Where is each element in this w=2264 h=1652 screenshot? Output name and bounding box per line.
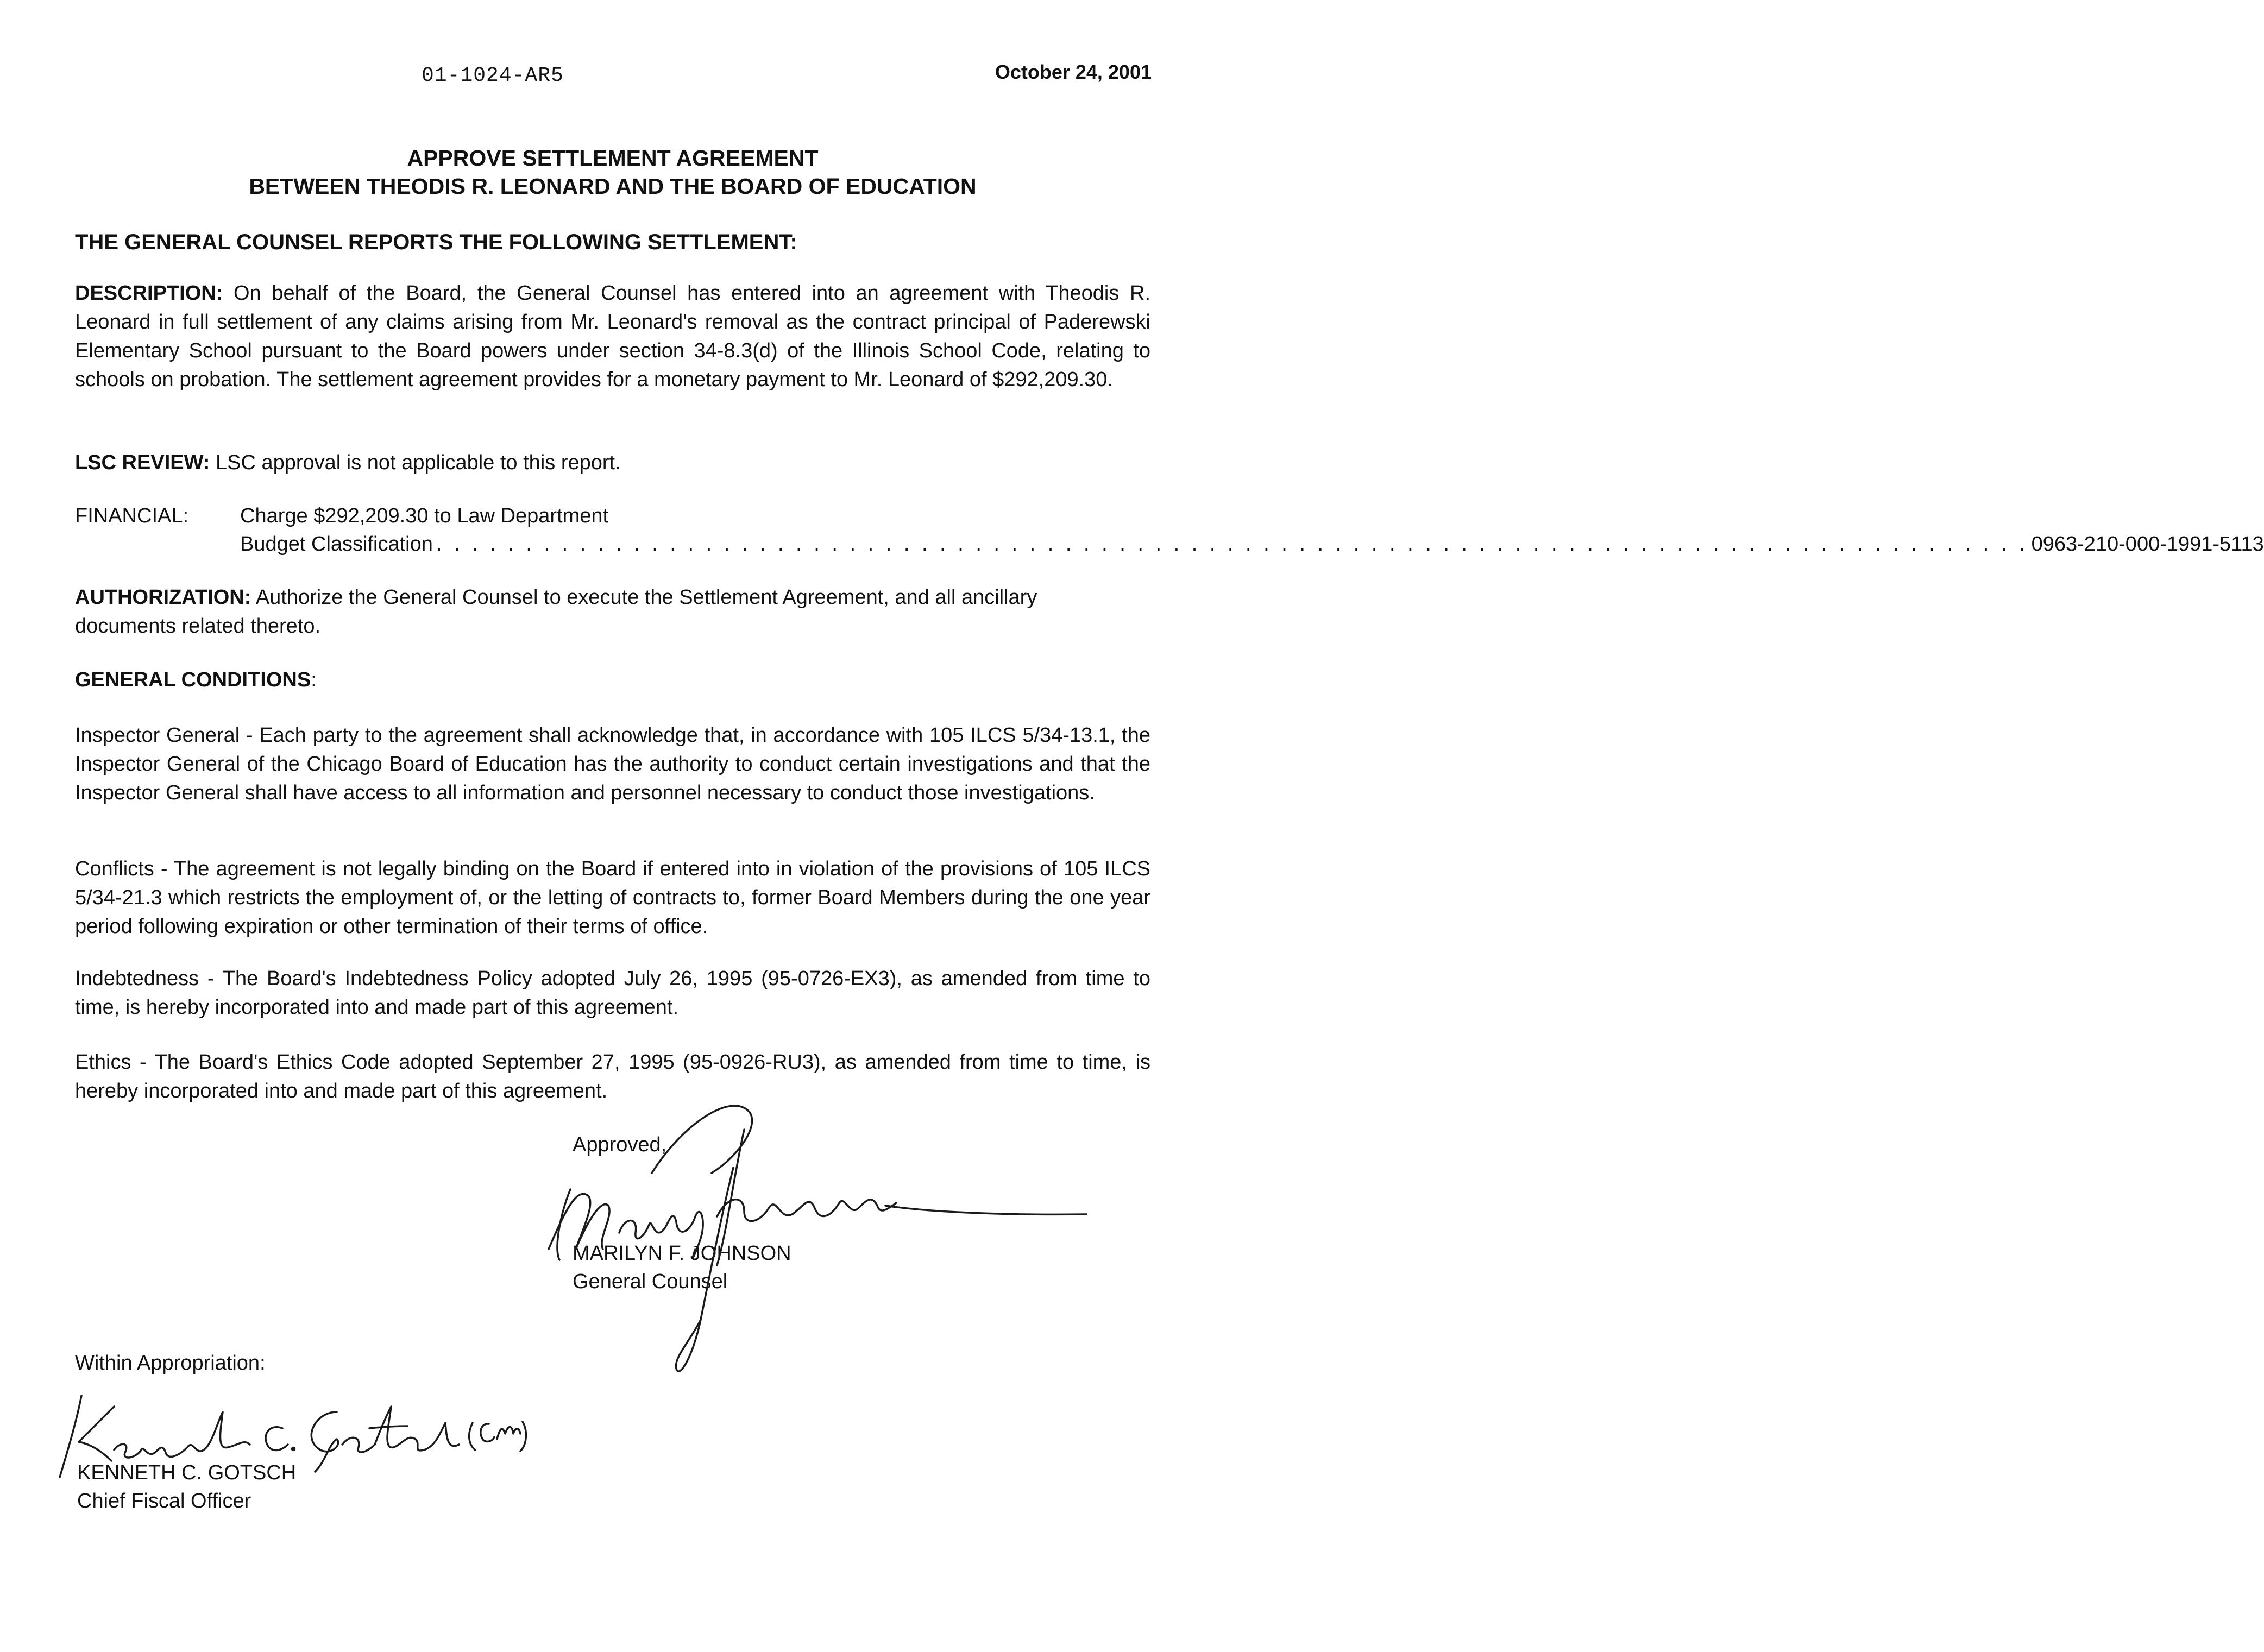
chief-fiscal-officer-name: KENNETH C. GOTSCH — [77, 1461, 297, 1484]
condition-inspector-general: Inspector General - Each party to the agreement shall acknowledge that, in accordance with 105 ILCS 5/34-13.1, the Inspector General of the Chicago Board of Education has the authority to conduct certain investigations and that the Inspector General shall have access to all information and personnel necessary to conduct those investigations. — [75, 724, 1150, 804]
report-heading: THE GENERAL COUNSEL REPORTS THE FOLLOWING SETTLEMENT: — [75, 230, 797, 254]
condition-indebtedness: Indebtedness - The Board's Indebtedness Policy adopted July 26, 1995 (95-0726-EX3), as amended from time to time, is hereby incorporated into and made part of this agreement. — [75, 967, 1150, 1019]
general-counsel-title: General Counsel — [573, 1270, 728, 1293]
budget-classification-code: 0963-210-000-1991-5113 — [2031, 533, 2264, 556]
document-number: 01-1024-AR5 — [422, 64, 564, 87]
lsc-review-label: LSC REVIEW: — [75, 451, 210, 474]
general-counsel-name: MARILYN F. JOHNSON — [573, 1242, 791, 1265]
budget-classification-line — [240, 530, 2264, 559]
page-title-line-1: APPROVE SETTLEMENT AGREEMENT — [407, 146, 819, 171]
general-conditions-colon: : — [311, 669, 317, 691]
within-appropriation-label: Within Appropriation: — [75, 1352, 266, 1374]
general-conditions-heading — [75, 666, 317, 695]
condition-conflicts: Conflicts - The agreement is not legally binding on the Board if entered into in violation of the provisions of 105 ILCS 5/34-21.3 which restricts the employment of, or the letting of contracts to, former Board Members during the one year period following expiration or other termination of their terms of office. — [75, 857, 1150, 938]
budget-classification-label: Budget Classification — [240, 533, 433, 556]
document-date: October 24, 2001 — [995, 61, 1152, 83]
general-counsel-signature — [538, 1086, 1092, 1390]
dot-leader: . . . . . . . . . . . . . . . . . . . . . . . . . . . . . . . . . . . . . . . . . . . . . . . . . . . . . . . . . . . . . . . . . . . . . . . . . . . . . . . . . . . . . . . . . — [436, 533, 2028, 556]
description-section — [75, 279, 1150, 394]
authorization-section — [75, 583, 1064, 641]
lsc-review-section — [75, 449, 1150, 477]
general-conditions-title: GENERAL CONDITIONS — [75, 669, 311, 691]
chief-fiscal-officer-title: Chief Fiscal Officer — [77, 1490, 251, 1512]
condition-ethics: Ethics - The Board's Ethics Code adopted September 27, 1995 (95-0926-RU3), as amended from time to time, is hereby incorporated into and made part of this agreement. — [75, 1051, 1150, 1102]
financial-label: FINANCIAL: — [75, 505, 189, 527]
page-title-line-2: BETWEEN THEODIS R. LEONARD AND THE BOARD OF EDUCATION — [249, 174, 977, 199]
lsc-review-text: LSC approval is not applicable to this report. — [216, 451, 621, 474]
approved-label: Approved, — [573, 1133, 667, 1156]
authorization-text: Authorize the General Counsel to execute the Settlement Agreement, and all ancillary documents related thereto. — [75, 586, 1037, 638]
financial-charge-line: Charge $292,209.30 to Law Department — [240, 505, 609, 527]
description-label: DESCRIPTION: — [75, 282, 223, 305]
authorization-label: AUTHORIZATION: — [75, 586, 251, 609]
description-text: On behalf of the Board, the General Counsel has entered into an agreement with Theodis R. Leonard in full settlement of any claims arising from Mr. Leonard's removal as the contract principal of Paderewski Elementary School pursuant to the Board powers under section 34-8.3(d) of the Illinois School Code, relating to schools on probation. The settlement agreement provides for a monetary payment to Mr. Leonard of $292,209.30. — [75, 282, 1151, 391]
